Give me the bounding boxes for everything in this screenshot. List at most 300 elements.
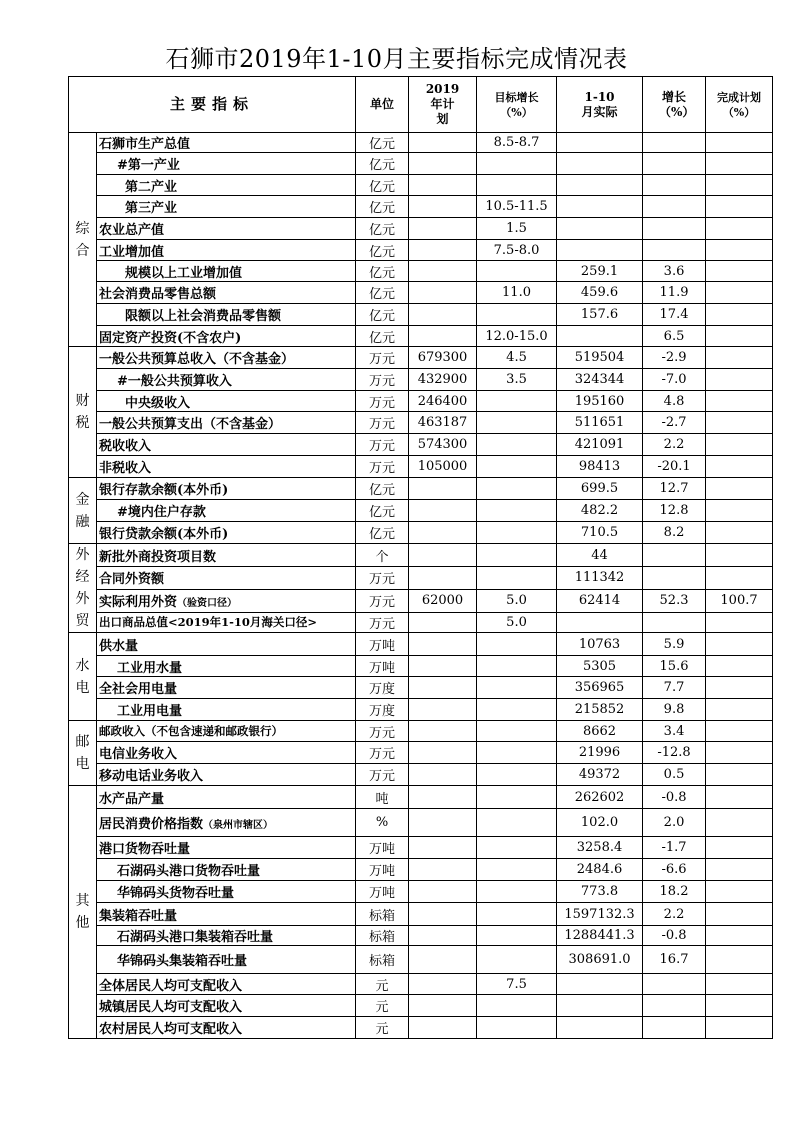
indicator-name: #一般公共预算收入 <box>97 369 356 391</box>
actual-cell: 21996 <box>557 742 643 764</box>
table-row <box>69 282 773 304</box>
completion-cell <box>706 282 773 304</box>
plan-cell <box>409 881 477 903</box>
plan-cell <box>409 742 477 764</box>
target-growth-cell <box>477 837 557 859</box>
growth-cell <box>643 175 706 196</box>
plan-cell <box>409 721 477 742</box>
page-title: 石狮市2019年1-10月主要指标完成情况表 <box>165 45 628 73</box>
plan-cell <box>409 478 477 500</box>
target-growth-cell <box>477 764 557 786</box>
category-cell-jinrong <box>69 478 97 544</box>
indicator-name: 第三产业 <box>97 196 356 218</box>
table-row <box>69 589 773 612</box>
target-growth-cell: 4.5 <box>477 347 557 369</box>
unit-cell: 个 <box>356 544 409 567</box>
target-growth-cell <box>477 881 557 903</box>
completion-cell <box>706 153 773 175</box>
actual-cell <box>557 175 643 196</box>
target-growth-cell: 12.0-15.0 <box>477 326 557 347</box>
growth-cell: -12.8 <box>643 742 706 764</box>
header-growth: 增长（%） <box>643 77 706 133</box>
target-growth-cell <box>477 412 557 434</box>
table-row <box>69 500 773 522</box>
completion-cell <box>706 326 773 347</box>
target-growth-cell <box>477 677 557 699</box>
indicator-name: 限额以上社会消费品零售额 <box>97 304 356 326</box>
table-row <box>69 567 773 589</box>
category-label: 邮电 <box>75 734 90 772</box>
indicator-name: 工业用电量 <box>97 699 356 721</box>
plan-cell <box>409 903 477 926</box>
completion-cell <box>706 656 773 677</box>
unit-cell: 亿元 <box>356 522 409 544</box>
category-label: 金融 <box>75 491 90 530</box>
actual-cell <box>557 612 643 632</box>
indicator-note: （验资口径） <box>177 598 238 610</box>
table-row <box>69 175 773 196</box>
table-row <box>69 926 773 946</box>
completion-cell <box>706 786 773 809</box>
completion-cell <box>706 881 773 903</box>
plan-cell: 105000 <box>409 456 477 478</box>
target-growth-cell <box>477 304 557 326</box>
indicator-name: 规模以上工业增加值 <box>97 261 356 282</box>
table-row <box>69 240 773 261</box>
growth-cell <box>643 133 706 153</box>
indicator-name: 供水量 <box>97 633 356 656</box>
completion-cell <box>706 633 773 656</box>
table-row <box>69 786 773 809</box>
unit-cell: 亿元 <box>356 304 409 326</box>
unit-cell: % <box>356 809 409 837</box>
table-row <box>69 946 773 974</box>
target-growth-cell <box>477 391 557 412</box>
target-growth-cell: 3.5 <box>477 369 557 391</box>
indicator-name: 银行贷款余额(本外币) <box>97 522 356 544</box>
indicator-name: #第一产业 <box>97 153 356 175</box>
table-row <box>69 153 773 175</box>
table-row <box>69 809 773 837</box>
growth-cell: 12.8 <box>643 500 706 522</box>
target-growth-cell: 1.5 <box>477 218 557 240</box>
category-label: 其他 <box>75 893 90 931</box>
table-row <box>69 412 773 434</box>
plan-cell <box>409 326 477 347</box>
table-row <box>69 478 773 500</box>
actual-cell: 259.1 <box>557 261 643 282</box>
growth-cell: 16.7 <box>643 946 706 974</box>
plan-cell <box>409 175 477 196</box>
table-row <box>69 456 773 478</box>
completion-cell <box>706 196 773 218</box>
table-row <box>69 434 773 456</box>
growth-cell: 12.7 <box>643 478 706 500</box>
growth-cell: -0.8 <box>643 926 706 946</box>
indicator-name: 固定资产投资(不含农户) <box>97 326 356 347</box>
indicator-name: 集装箱吞吐量 <box>97 903 356 926</box>
growth-cell <box>643 218 706 240</box>
header-actual: 1-10月实际 <box>557 77 643 133</box>
target-growth-cell <box>477 926 557 946</box>
plan-cell <box>409 522 477 544</box>
table-row <box>69 196 773 218</box>
completion-cell <box>706 974 773 995</box>
unit-cell: 亿元 <box>356 196 409 218</box>
target-growth-cell <box>477 153 557 175</box>
plan-cell <box>409 261 477 282</box>
actual-cell <box>557 240 643 261</box>
unit-cell: 亿元 <box>356 240 409 261</box>
indicator-name: 第二产业 <box>97 175 356 196</box>
actual-cell: 710.5 <box>557 522 643 544</box>
growth-cell: 2.0 <box>643 809 706 837</box>
actual-cell: 308691.0 <box>557 946 643 974</box>
growth-cell: 2.2 <box>643 434 706 456</box>
completion-cell <box>706 742 773 764</box>
completion-cell <box>706 721 773 742</box>
actual-cell <box>557 326 643 347</box>
actual-cell: 262602 <box>557 786 643 809</box>
target-growth-cell <box>477 809 557 837</box>
unit-cell: 亿元 <box>356 133 409 153</box>
indicator-name: 中央级收入 <box>97 391 356 412</box>
indicator-name: 邮政收入（不包含速递和邮政银行） <box>97 721 356 742</box>
completion-cell <box>706 677 773 699</box>
unit-cell: 万元 <box>356 391 409 412</box>
plan-cell <box>409 859 477 881</box>
target-growth-cell <box>477 721 557 742</box>
target-growth-cell: 11.0 <box>477 282 557 304</box>
growth-cell: -20.1 <box>643 456 706 478</box>
target-growth-cell <box>477 786 557 809</box>
plan-cell: 463187 <box>409 412 477 434</box>
growth-cell: 18.2 <box>643 881 706 903</box>
plan-cell <box>409 153 477 175</box>
plan-cell <box>409 612 477 632</box>
target-growth-cell <box>477 742 557 764</box>
growth-cell: 9.8 <box>643 699 706 721</box>
unit-cell: 元 <box>356 995 409 1017</box>
unit-cell: 万吨 <box>356 633 409 656</box>
actual-cell: 773.8 <box>557 881 643 903</box>
table-row <box>69 764 773 786</box>
indicator-name: 全体居民人均可支配收入 <box>97 974 356 995</box>
category-label: 水电 <box>75 657 90 696</box>
indicator-name: 石湖码头港口货物吞吐量 <box>97 859 356 881</box>
table-row <box>69 974 773 995</box>
header-row <box>69 77 773 133</box>
growth-cell: 3.4 <box>643 721 706 742</box>
plan-cell <box>409 500 477 522</box>
plan-cell <box>409 196 477 218</box>
completion-cell <box>706 304 773 326</box>
unit-cell: 亿元 <box>356 261 409 282</box>
target-growth-cell <box>477 175 557 196</box>
growth-cell: 7.7 <box>643 677 706 699</box>
actual-cell: 44 <box>557 544 643 567</box>
target-growth-cell: 10.5-11.5 <box>477 196 557 218</box>
completion-cell <box>706 926 773 946</box>
table-row <box>69 859 773 881</box>
plan-cell <box>409 837 477 859</box>
growth-cell: 3.6 <box>643 261 706 282</box>
plan-cell <box>409 1017 477 1039</box>
table-row <box>69 522 773 544</box>
growth-cell <box>643 995 706 1017</box>
actual-cell <box>557 995 643 1017</box>
indicator-name: 移动电话业务收入 <box>97 764 356 786</box>
completion-cell <box>706 1017 773 1039</box>
actual-cell <box>557 218 643 240</box>
unit-cell: 吨 <box>356 786 409 809</box>
completion-cell <box>706 434 773 456</box>
table-row <box>69 633 773 656</box>
growth-cell: -7.0 <box>643 369 706 391</box>
indicator-table <box>68 76 773 1039</box>
actual-cell <box>557 974 643 995</box>
indicator-name: 一般公共预算总收入（不含基金） <box>97 347 356 369</box>
table-row <box>69 699 773 721</box>
completion-cell <box>706 175 773 196</box>
completion-cell <box>706 240 773 261</box>
indicator-name: 全社会用电量 <box>97 677 356 699</box>
completion-cell <box>706 369 773 391</box>
target-growth-cell <box>477 903 557 926</box>
actual-cell: 699.5 <box>557 478 643 500</box>
target-growth-cell <box>477 859 557 881</box>
actual-cell: 98413 <box>557 456 643 478</box>
growth-cell <box>643 240 706 261</box>
actual-cell: 8662 <box>557 721 643 742</box>
indicator-name: 华锦码头集装箱吞吐量 <box>97 946 356 974</box>
completion-cell <box>706 478 773 500</box>
category-cell-waijingwaimao <box>69 544 97 633</box>
completion-cell <box>706 699 773 721</box>
category-cell-youdian <box>69 721 97 786</box>
actual-cell: 421091 <box>557 434 643 456</box>
target-growth-cell <box>477 522 557 544</box>
plan-cell <box>409 699 477 721</box>
unit-cell: 标箱 <box>356 903 409 926</box>
actual-cell: 5305 <box>557 656 643 677</box>
target-growth-cell <box>477 633 557 656</box>
unit-cell: 元 <box>356 1017 409 1039</box>
unit-cell: 标箱 <box>356 946 409 974</box>
plan-cell <box>409 677 477 699</box>
actual-cell: 1288441.3 <box>557 926 643 946</box>
table-row <box>69 677 773 699</box>
actual-cell <box>557 196 643 218</box>
unit-cell: 亿元 <box>356 282 409 304</box>
completion-cell <box>706 837 773 859</box>
completion-cell <box>706 903 773 926</box>
table-row <box>69 544 773 567</box>
target-growth-cell: 8.5-8.7 <box>477 133 557 153</box>
growth-cell <box>643 612 706 632</box>
plan-cell <box>409 567 477 589</box>
unit-cell: 万吨 <box>356 656 409 677</box>
actual-cell: 1597132.3 <box>557 903 643 926</box>
completion-cell <box>706 133 773 153</box>
unit-cell: 万元 <box>356 412 409 434</box>
indicator-name: 水产品产量 <box>97 786 356 809</box>
table-row <box>69 391 773 412</box>
category-cell-qita <box>69 786 97 1039</box>
plan-cell: 574300 <box>409 434 477 456</box>
plan-cell <box>409 240 477 261</box>
plan-cell <box>409 926 477 946</box>
unit-cell: 万元 <box>356 742 409 764</box>
target-growth-cell: 7.5-8.0 <box>477 240 557 261</box>
plan-cell <box>409 974 477 995</box>
completion-cell <box>706 809 773 837</box>
plan-cell <box>409 282 477 304</box>
header-target-growth: 目标增长（%） <box>477 77 557 133</box>
unit-cell: 亿元 <box>356 478 409 500</box>
indicator-name: 石狮市生产总值 <box>97 133 356 153</box>
unit-cell: 万元 <box>356 347 409 369</box>
completion-cell <box>706 567 773 589</box>
completion-cell <box>706 456 773 478</box>
growth-cell: -1.7 <box>643 837 706 859</box>
indicator-name: 实际利用外资（验资口径） <box>97 589 356 612</box>
table-row <box>69 903 773 926</box>
actual-cell: 459.6 <box>557 282 643 304</box>
indicator-name: 石湖码头港口集装箱吞吐量 <box>97 926 356 946</box>
category-label: 外经外贸 <box>75 547 90 629</box>
target-growth-cell <box>477 500 557 522</box>
target-growth-cell: 5.0 <box>477 589 557 612</box>
actual-cell: 324344 <box>557 369 643 391</box>
table-row <box>69 881 773 903</box>
indicator-name: 农村居民人均可支配收入 <box>97 1017 356 1039</box>
plan-cell <box>409 133 477 153</box>
unit-cell: 万吨 <box>356 881 409 903</box>
plan-cell <box>409 786 477 809</box>
category-cell-shuidian <box>69 633 97 721</box>
completion-cell <box>706 859 773 881</box>
unit-cell: 万元 <box>356 721 409 742</box>
target-growth-cell <box>477 1017 557 1039</box>
completion-cell <box>706 412 773 434</box>
actual-cell: 195160 <box>557 391 643 412</box>
table-row <box>69 742 773 764</box>
indicator-name: 电信业务收入 <box>97 742 356 764</box>
target-growth-cell <box>477 261 557 282</box>
header-completion: 完成计划（%） <box>706 77 773 133</box>
target-growth-cell <box>477 456 557 478</box>
plan-cell <box>409 304 477 326</box>
unit-cell: 亿元 <box>356 218 409 240</box>
category-label: 综合 <box>75 220 90 259</box>
unit-cell: 万吨 <box>356 837 409 859</box>
table-row <box>69 995 773 1017</box>
indicator-name: 港口货物吞吐量 <box>97 837 356 859</box>
unit-cell: 万元 <box>356 369 409 391</box>
completion-cell <box>706 995 773 1017</box>
indicator-name: 税收收入 <box>97 434 356 456</box>
growth-cell: 11.9 <box>643 282 706 304</box>
completion-cell <box>706 391 773 412</box>
table-row <box>69 1017 773 1039</box>
table-row <box>69 656 773 677</box>
growth-cell <box>643 196 706 218</box>
plan-cell <box>409 544 477 567</box>
completion-cell <box>706 946 773 974</box>
growth-cell <box>643 974 706 995</box>
completion-cell: 100.7 <box>706 589 773 612</box>
indicator-name: 银行存款余额(本外币) <box>97 478 356 500</box>
actual-cell <box>557 153 643 175</box>
header-unit: 单位 <box>356 77 409 133</box>
actual-cell: 102.0 <box>557 809 643 837</box>
unit-cell: 标箱 <box>356 926 409 946</box>
completion-cell <box>706 612 773 632</box>
category-cell-zonghe <box>69 133 97 347</box>
target-growth-cell <box>477 567 557 589</box>
plan-cell: 246400 <box>409 391 477 412</box>
target-growth-cell <box>477 946 557 974</box>
growth-cell: 5.9 <box>643 633 706 656</box>
actual-cell: 356965 <box>557 677 643 699</box>
growth-cell: 6.5 <box>643 326 706 347</box>
target-growth-cell <box>477 656 557 677</box>
category-label: 财税 <box>75 393 90 431</box>
unit-cell: 万吨 <box>356 859 409 881</box>
target-growth-cell: 7.5 <box>477 974 557 995</box>
growth-cell: -6.6 <box>643 859 706 881</box>
unit-cell: 元 <box>356 974 409 995</box>
actual-cell: 215852 <box>557 699 643 721</box>
plan-cell <box>409 633 477 656</box>
table-row <box>69 721 773 742</box>
table-row <box>69 304 773 326</box>
growth-cell: 0.5 <box>643 764 706 786</box>
indicator-name: 农业总产值 <box>97 218 356 240</box>
completion-cell <box>706 261 773 282</box>
indicator-name: 居民消费价格指数（泉州市辖区） <box>97 809 356 837</box>
actual-cell: 482.2 <box>557 500 643 522</box>
actual-cell <box>557 133 643 153</box>
plan-cell <box>409 218 477 240</box>
table-row <box>69 369 773 391</box>
target-growth-cell <box>477 478 557 500</box>
unit-cell: 万元 <box>356 612 409 632</box>
plan-cell <box>409 995 477 1017</box>
plan-cell: 62000 <box>409 589 477 612</box>
category-cell-caishui <box>69 347 97 478</box>
header-indicator: 主要指标 <box>69 77 356 133</box>
growth-cell <box>643 544 706 567</box>
target-growth-cell <box>477 544 557 567</box>
actual-cell: 2484.6 <box>557 859 643 881</box>
header-plan: 2019年计划 <box>409 77 477 133</box>
target-growth-cell <box>477 434 557 456</box>
growth-cell <box>643 567 706 589</box>
indicator-name: 社会消费品零售总额 <box>97 282 356 304</box>
indicator-name: 华锦码头货物吞吐量 <box>97 881 356 903</box>
target-growth-cell: 5.0 <box>477 612 557 632</box>
growth-cell: 4.8 <box>643 391 706 412</box>
indicator-name: 非税收入 <box>97 456 356 478</box>
completion-cell <box>706 347 773 369</box>
growth-cell: -2.7 <box>643 412 706 434</box>
actual-cell: 62414 <box>557 589 643 612</box>
unit-cell: 万元 <box>356 456 409 478</box>
growth-cell: 2.2 <box>643 903 706 926</box>
actual-cell: 10763 <box>557 633 643 656</box>
